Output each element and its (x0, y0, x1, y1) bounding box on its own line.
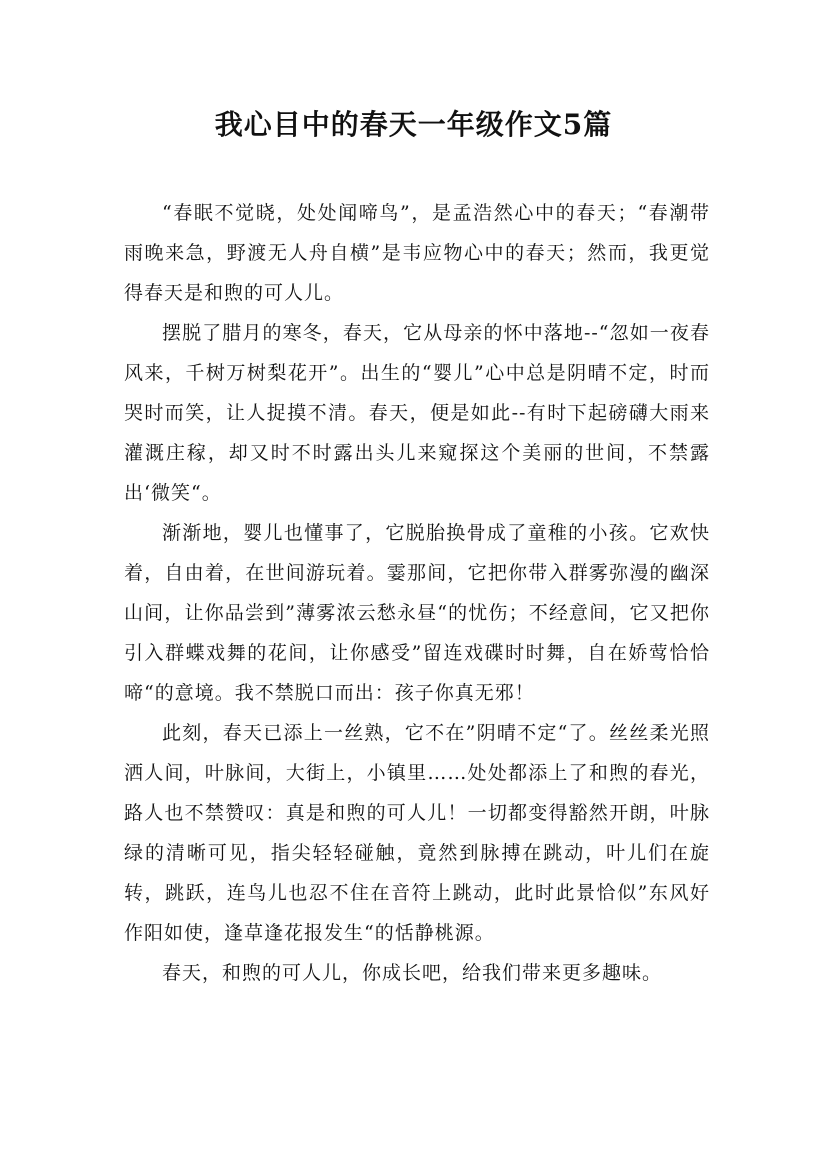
paragraph-3: 渐渐地，婴儿也懂事了，它脱胎换骨成了童稚的小孩。它欢快着，自由着，在世间游玩着。霎那间，它把你带入群雾弥漫的幽深山间，让你品尝到”薄雾浓云愁永昼“的忧伤；不经意间，它又把你引入群蝶戏舞的花间，让你感受”留连戏碟时时舞，自在娇莺恰恰啼“的意境。我不禁脱口而出：孩子你真无邪！ (124, 522, 710, 704)
document-title: 我心目中的春天一年级作文5篇 (214, 108, 613, 141)
paragraph-2: 摆脱了腊月的寒冬，春天，它从母亲的怀中落地--“忽如一夜春风来，千树万树梨花开”。出生的“婴儿”心中总是阴晴不定，时而哭时而笑，让人捉摸不清。春天，便是如此--有时下起磅礴大雨来灌溉庄稼，却又时不时露出头儿来窥探这个美丽的世间，不禁露出‘微笑“。 (124, 322, 710, 504)
paragraph-4: 此刻，春天已添上一丝熟，它不在”阴晴不定“了。丝丝柔光照洒人间，叶脉间，大街上，小镇里……处处都添上了和煦的春光，路人也不禁赞叹：真是和煦的可人儿！一切都变得豁然开朗，叶脉绿的清晰可见，指尖轻轻碰触，竟然到脉搏在跳动，叶儿们在旋转，跳跃，连鸟儿也忍不住在音符上跳动，此时此景恰似”东风好作阳如使，逢草逢花报发生“的恬静桃源。 (124, 722, 710, 944)
document-body (124, 193, 710, 993)
paragraph-1: “春眠不觉晓，处处闻啼鸟”，是孟浩然心中的春天；“春潮带雨晚来急，野渡无人舟自横”是韦应物心中的春天；然而，我更觉得春天是和煦的可人儿。 (124, 202, 710, 304)
paragraph-5: 春天，和煦的可人儿，你成长吧，给我们带来更多趣味。 (162, 962, 663, 984)
